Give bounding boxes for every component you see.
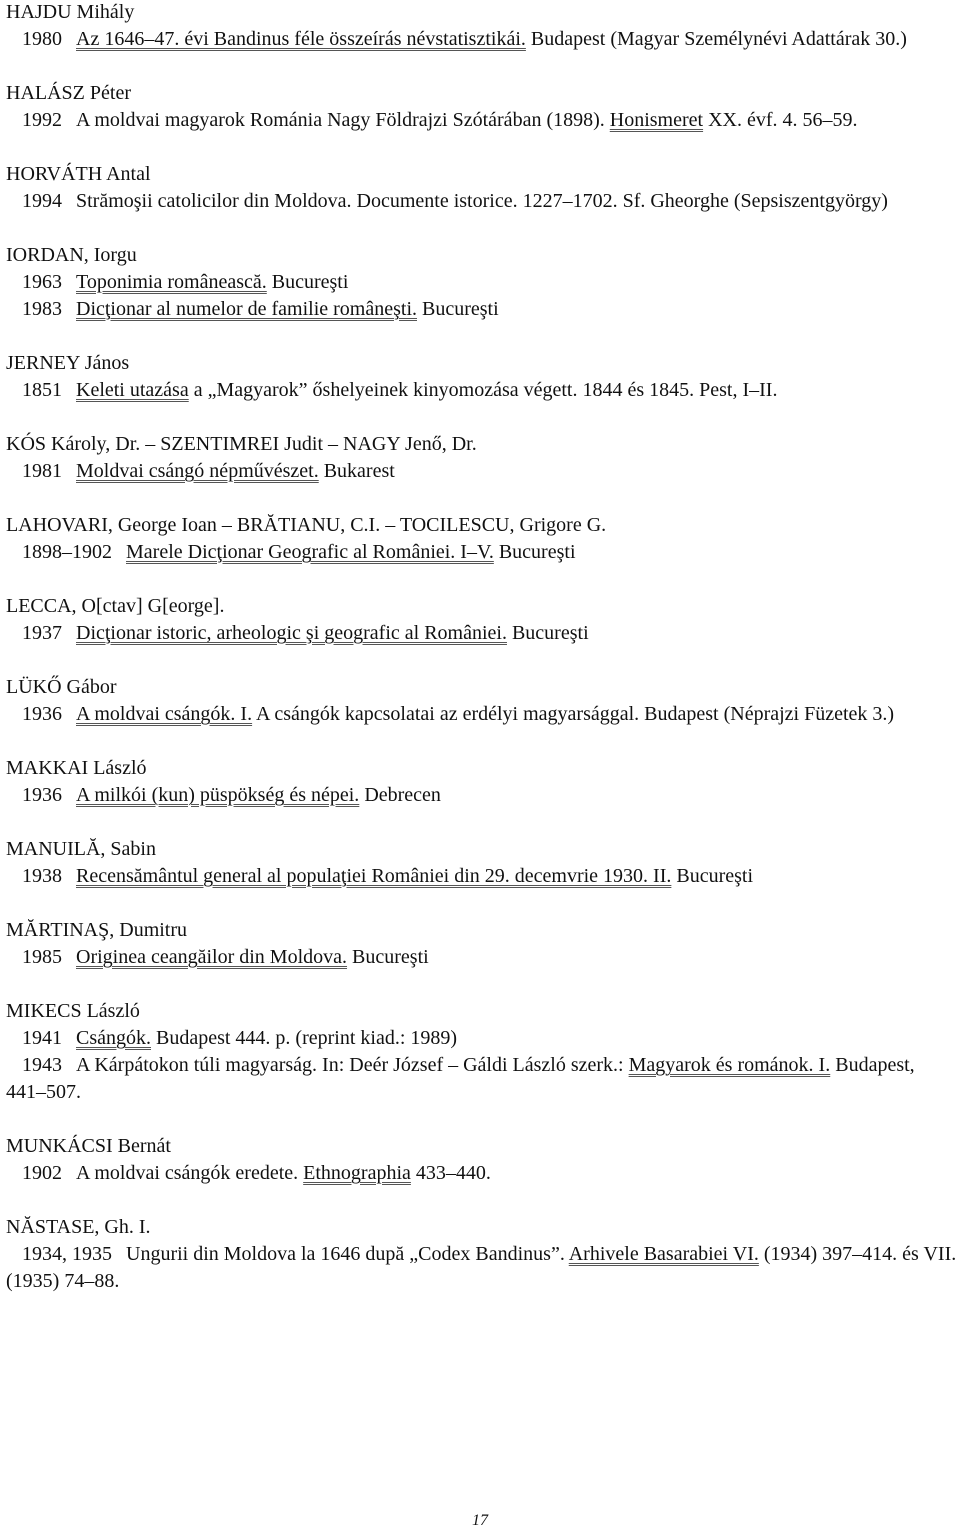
work-title: A milkói (kun) püspökség és népei.: [76, 784, 360, 806]
entry-work: [6, 1052, 958, 1106]
entry-work: [6, 269, 958, 296]
bibliography-page: [6, 0, 958, 1322]
work-details: Debrecen: [359, 784, 441, 806]
entry-author: LÜKŐ Gábor: [6, 676, 117, 698]
bibliography-entry: [6, 161, 958, 215]
entry-work: [6, 296, 958, 323]
entry-author: NĂSTASE, Gh. I.: [6, 1216, 151, 1238]
bibliography-entry: [6, 755, 958, 809]
work-text: A Kárpátokon túli magyarság. In: Deér József – Gáldi László szerk.:: [76, 1054, 629, 1076]
work-year: 1943: [22, 1054, 62, 1076]
work-title: Arhivele Basarabiei VI.: [568, 1243, 759, 1265]
work-year: 1994: [22, 190, 62, 212]
entry-author: MĂRTINAŞ, Dumitru: [6, 919, 188, 941]
work-title: Honismeret: [609, 109, 704, 131]
entry-author: MANUILĂ, Sabin: [6, 838, 156, 860]
work-year: 1937: [22, 622, 62, 644]
bibliography-entry: [6, 917, 958, 971]
bibliography-entry: [6, 512, 958, 566]
work-year: 1992: [22, 109, 62, 131]
work-year: 1936: [22, 784, 62, 806]
entry-work: [6, 107, 958, 134]
entry-work: [6, 539, 958, 566]
work-title: Recensământul general al populaţiei României din 29. decemvrie 1930. II.: [76, 865, 672, 887]
work-details: (1934) 397–414. és VII. (1935) 74–88.: [6, 1243, 957, 1292]
entry-work: [6, 701, 958, 728]
work-details: Budapest, 441–507.: [6, 1054, 915, 1103]
bibliography-entry: [6, 431, 958, 485]
work-text: Strămoşii catolicilor din Moldova. Documente istorice. 1227–1702. Sf. Gheorghe (Sepsiszentgyörgy): [76, 190, 888, 212]
work-year: 1902: [22, 1162, 62, 1184]
entry-author: HALÁSZ Péter: [6, 82, 131, 104]
bibliography-entry: [6, 80, 958, 134]
entry-work: [6, 26, 958, 53]
entry-work: [6, 458, 958, 485]
bibliography-entry: [6, 836, 958, 890]
work-title: Toponimia românească.: [76, 271, 267, 293]
work-title: Csángók.: [76, 1027, 151, 1049]
work-title: Moldvai csángó népművészet.: [76, 460, 319, 482]
work-details: Budapest (Magyar Személynévi Adattárak 30.): [525, 28, 907, 50]
work-year: 1981: [22, 460, 62, 482]
work-details: Bucureşti: [493, 541, 576, 563]
work-title: Originea ceangăilor din Moldova.: [76, 946, 348, 968]
work-year: 1941: [22, 1027, 62, 1049]
work-title: A moldvai csángók. I.: [76, 703, 253, 725]
work-year: 1851: [22, 379, 62, 401]
work-title: Dicţionar al numelor de familie româneşti.: [76, 298, 417, 320]
entry-author: LECCA, O[ctav] G[eorge].: [6, 595, 225, 617]
work-title: Az 1646–47. évi Bandinus féle összeírás névstatisztikái.: [76, 28, 526, 50]
entry-work: [6, 782, 958, 809]
entry-author: IORDAN, Iorgu: [6, 244, 137, 266]
work-details: a „Magyarok” őshelyeinek kinyomozása végett. 1844 és 1845. Pest, I–II.: [188, 379, 778, 401]
entry-work: [6, 1241, 958, 1295]
work-year: 1980: [22, 28, 62, 50]
work-text: Ungurii din Moldova la 1646 după „Codex Bandinus”.: [126, 1243, 569, 1265]
work-year: 1985: [22, 946, 62, 968]
work-year: 1963: [22, 271, 62, 293]
work-details: Budapest 444. p. (reprint kiad.: 1989): [151, 1027, 458, 1049]
bibliography-entry: [6, 593, 958, 647]
entry-author: KÓS Károly, Dr. – SZENTIMREI Judit – NAGY Jenő, Dr.: [6, 433, 477, 455]
work-details: Bukarest: [318, 460, 395, 482]
work-year: 1934, 1935: [22, 1243, 112, 1265]
work-details: A csángók kapcsolatai az erdélyi magyarsággal. Budapest (Néprajzi Füzetek 3.): [252, 703, 895, 725]
work-title: Dicţionar istoric, arheologic şi geografic al României.: [76, 622, 507, 644]
page-number: 17: [472, 1512, 488, 1529]
bibliography-entry: [6, 674, 958, 728]
work-year: 1938: [22, 865, 62, 887]
bibliography-entry: [6, 998, 958, 1106]
work-title: Marele Dicţionar Geografic al României. I–V.: [126, 541, 494, 563]
entry-work: [6, 863, 958, 890]
bibliography-entry: [6, 242, 958, 323]
bibliography-entry: [6, 1214, 958, 1295]
bibliography-entry: [6, 1133, 958, 1187]
work-text: A moldvai csángók eredete.: [76, 1162, 304, 1184]
work-details: Bucureşti: [506, 622, 589, 644]
entry-work: [6, 1025, 958, 1052]
entry-author: MIKECS László: [6, 1000, 140, 1022]
entry-work: [6, 620, 958, 647]
work-details: Bucureşti: [671, 865, 754, 887]
bibliography-entry: [6, 0, 958, 53]
work-details: Bucureşti: [266, 271, 349, 293]
work-text: A moldvai magyarok Románia Nagy Földrajzi Szótárában (1898).: [76, 109, 610, 131]
entry-author: HORVÁTH Antal: [6, 163, 151, 185]
work-details: Bucureşti: [347, 946, 429, 968]
entry-author: MUNKÁCSI Bernát: [6, 1135, 171, 1157]
entry-author: HAJDU Mihály: [6, 1, 135, 23]
entry-author: JERNEY János: [6, 352, 130, 374]
work-year: 1983: [22, 298, 62, 320]
work-year: 1936: [22, 703, 62, 725]
work-title: Magyarok és románok. I.: [628, 1054, 831, 1076]
work-title: Ethnographia: [303, 1162, 411, 1184]
entry-work: [6, 1160, 958, 1187]
entry-author: MAKKAI László: [6, 757, 147, 779]
work-details: 433–440.: [410, 1162, 491, 1184]
work-details: XX. évf. 4. 56–59.: [703, 109, 858, 131]
entry-work: [6, 188, 958, 215]
work-year: 1898–1902: [22, 541, 112, 563]
entry-work: [6, 377, 958, 404]
entry-work: [6, 944, 958, 971]
work-title: Keleti utazása: [76, 379, 189, 401]
bibliography-entry: [6, 350, 958, 404]
entry-author: LAHOVARI, George Ioan – BRĂTIANU, C.I. – TOCILESCU, Grigore G.: [6, 514, 607, 536]
work-details: Bucureşti: [417, 298, 499, 320]
